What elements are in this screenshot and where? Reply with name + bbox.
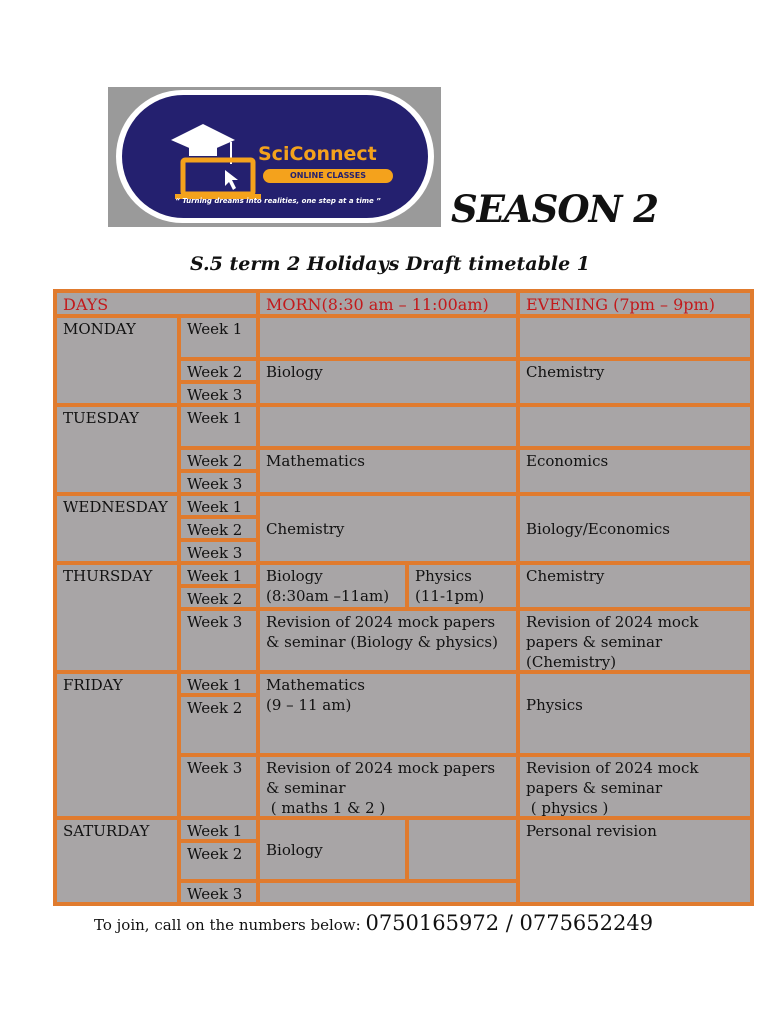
monday-morning: Biology [258, 359, 518, 405]
day-wednesday: WEDNESDAY [55, 494, 179, 563]
empty-slot [407, 818, 518, 881]
sciconnect-logo [108, 87, 441, 227]
cell-line: (Chemistry) [526, 653, 617, 671]
cell-line: ( physics ) [526, 799, 609, 817]
week-label: Week 1 [179, 405, 258, 448]
day-thursday: THURSDAY [55, 563, 179, 672]
friday-week3-evening [518, 755, 752, 818]
week-label: Week 1 [179, 672, 258, 695]
cell-line: Revision of 2024 mock [526, 613, 699, 631]
cell-line: (8:30am –11am) [266, 587, 390, 605]
empty-slot [258, 316, 518, 359]
friday-week3-morning [258, 755, 518, 818]
week-label: Week 2 [179, 448, 258, 471]
cell-line: Revision of 2024 mock papers [266, 759, 496, 777]
cell-line: papers & seminar [526, 779, 663, 797]
thursday-week3-evening [518, 609, 752, 672]
day-monday: MONDAY [55, 316, 179, 405]
cell-line: ( maths 1 & 2 ) [266, 799, 386, 817]
week-label: Week 2 [179, 841, 258, 881]
empty-slot [518, 316, 752, 359]
friday-evening: Physics [518, 672, 752, 755]
graduation-laptop-icon [163, 102, 263, 202]
cell-line: Physics [415, 567, 472, 585]
cell-line: (11-1pm) [415, 587, 485, 605]
header-morning: MORN(8:30 am – 11:00am) [258, 291, 518, 316]
cell-line: Revision of 2024 mock papers [266, 613, 496, 631]
cell-line: & seminar [266, 779, 346, 797]
empty-slot [258, 881, 518, 904]
week-label: Week 2 [179, 695, 258, 755]
week-label: Week 1 [179, 494, 258, 517]
season-label: SEASON 2 [451, 187, 659, 231]
wednesday-morning: Chemistry [258, 494, 518, 563]
week-label: Week 3 [179, 755, 258, 818]
cell-line: Mathematics [266, 676, 365, 694]
contact-line [94, 906, 653, 942]
week-label: Week 1 [179, 818, 258, 841]
phone-numbers: 0750165972 / 0775652249 [365, 911, 654, 935]
empty-slot [518, 405, 752, 448]
saturday-morning: Biology [258, 818, 407, 881]
thursday-week3-morning [258, 609, 518, 672]
week-label: Week 2 [179, 586, 258, 609]
cell-line: Biology [266, 567, 323, 585]
cell-line: Revision of 2024 mock [526, 759, 699, 777]
tuesday-evening: Economics [518, 448, 752, 494]
wednesday-evening: Biology/Economics [518, 494, 752, 563]
header-days: DAYS [55, 291, 258, 316]
week-label: Week 3 [179, 382, 258, 405]
week-label: Week 3 [179, 609, 258, 672]
cell-line: & seminar (Biology & physics) [266, 633, 498, 651]
empty-slot [258, 405, 518, 448]
week-label: Week 3 [179, 540, 258, 563]
logo-brand-name: SciConnect [258, 143, 377, 165]
logo-subtitle: ONLINE CLASSES [263, 169, 393, 183]
week-label: Week 1 [179, 316, 258, 359]
header-evening: EVENING (7pm – 9pm) [518, 291, 752, 316]
day-tuesday: TUESDAY [55, 405, 179, 494]
week-label: Week 2 [179, 359, 258, 382]
cell-line: (9 – 11 am) [266, 696, 352, 714]
thursday-morning-biology [258, 563, 407, 609]
monday-evening: Chemistry [518, 359, 752, 405]
thursday-evening: Chemistry [518, 563, 752, 609]
week-label: Week 3 [179, 471, 258, 494]
day-friday: FRIDAY [55, 672, 179, 818]
thursday-morning-physics [407, 563, 518, 609]
tuesday-morning: Mathematics [258, 448, 518, 494]
contact-text: To join, call on the numbers below: [94, 916, 366, 934]
document-title: S.5 term 2 Holidays Draft timetable 1 [190, 253, 590, 275]
cell-line: papers & seminar [526, 633, 663, 651]
week-label: Week 3 [179, 881, 258, 904]
logo-tagline: “ Turning dreams into realities, one step at a time ” [175, 197, 381, 205]
day-saturday: SATURDAY [55, 818, 179, 904]
week-label: Week 1 [179, 563, 258, 586]
week-label: Week 2 [179, 517, 258, 540]
saturday-evening: Personal revision [518, 818, 752, 904]
friday-morning [258, 672, 518, 755]
